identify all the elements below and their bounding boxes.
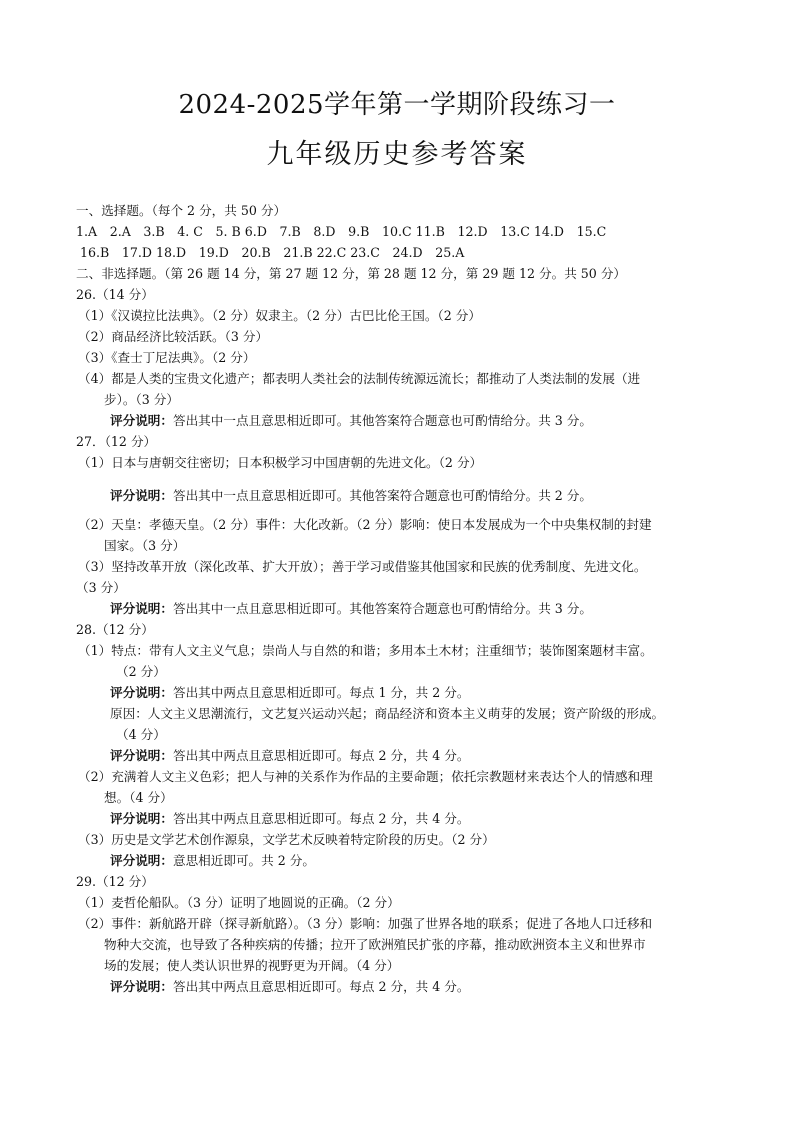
q28-scoring-note-2: 评分说明：答出其中两点且意思相近即可。每点 2 分，共 4 分。	[110, 811, 470, 826]
exam-title: 2024-2025学年第一学期阶段练习一	[178, 90, 616, 120]
q28-reason-line-1: 原因：人文主义思潮流行，文艺复兴运动兴起；商品经济和资本主义萌芽的发展；资产阶级的形成。	[110, 706, 665, 721]
scoring-note-label: 评分说明：	[110, 979, 173, 994]
scoring-note-label: 评分说明：	[110, 413, 173, 428]
answer-key-title: 九年级历史参考答案	[266, 139, 528, 170]
q28-scoring-note-3: 评分说明：意思相近即可。共 2 分。	[110, 853, 315, 868]
q27-answer-3-line-1: （3）坚持改革开放（深化改革、扩大开放）；善于学习或借鉴其他国家和民族的优秀制度、先进文化。	[78, 559, 647, 574]
q29-header: 29.（12 分）	[76, 874, 154, 889]
q27-header: 27．（12 分）	[76, 434, 157, 449]
q26-answer-1: （1）《汉谟拉比法典》。（2 分）奴隶主。（2 分）古巴比伦王国。（2 分）	[78, 308, 481, 323]
q26-answer-2: （2）商品经济比较活跃。（3 分）	[78, 329, 269, 344]
q26-answer-4-line-1: （4）都是人类的宝贵文化遗产；都表明人类社会的法制传统源远流长；都推动了人类法制的发展（进	[78, 371, 641, 386]
q27-answer-1: （1）日本与唐朝交往密切；日本积极学习中国唐朝的先进文化。（2 分）	[78, 455, 483, 470]
q27-answer-2-line-2: 国家。（3 分）	[104, 538, 186, 553]
q26-header: 26.（14 分）	[76, 287, 154, 302]
q29-answer-2-line-1: （2）事件：新航路开辟（探寻新航路）。（3 分）影响：加强了世界各地的联系；促进了各地人口迁移和	[78, 916, 653, 931]
q28-answer-3: （3）历史是文学艺术创作源泉，文学艺术反映着特定阶段的历史。（2 分）	[78, 832, 495, 847]
q29-scoring-note-2: 评分说明：答出其中两点且意思相近即可。每点 2 分，共 4 分。	[110, 979, 470, 994]
nonchoice-section-header: 二、非选择题。（第 26 题 14 分，第 27 题 12 分，第 28 题 12 分，第 29 题 12 分。共 50 分）	[76, 266, 627, 281]
scoring-note-label: 评分说明：	[110, 601, 173, 616]
scoring-note-label: 评分说明：	[110, 685, 173, 700]
q29-answer-1: （1）麦哲伦船队。（3 分）证明了地圆说的正确。（2 分）	[78, 895, 400, 910]
q28-header: 28.（12 分）	[76, 622, 154, 637]
q28-scoring-note-1a: 评分说明：答出其中两点且意思相近即可。每点 1 分，共 2 分。	[110, 685, 470, 700]
q28-answer-1-line-2: （2 分）	[116, 664, 166, 679]
choice-section-header: 一、选择题。（每个 2 分，共 50 分）	[76, 203, 287, 218]
q29-answer-2-line-3: 场的发展；使人类认识世界的视野更为开阔。（4 分）	[104, 958, 400, 973]
q28-answer-2-line-1: （2）充满着人文主义色彩；把人与神的关系作为作品的主要命题；依托宗教题材来表达个人的情感和理	[78, 769, 653, 784]
q26-scoring-note: 评分说明：答出其中一点且意思相近即可。其他答案符合题意也可酌情给分。共 3 分。	[110, 413, 592, 428]
q28-answer-2-line-2: 想。（4 分）	[104, 790, 173, 805]
q28-reason-line-2: （4 分）	[116, 727, 166, 742]
q27-scoring-note-1: 评分说明：答出其中一点且意思相近即可。其他答案符合题意也可酌情给分。共 2 分。	[110, 488, 592, 503]
q26-answer-3: （3）《查士丁尼法典》。（2 分）	[78, 350, 256, 365]
scoring-note-label: 评分说明：	[110, 811, 173, 826]
q27-scoring-note-3: 评分说明：答出其中一点且意思相近即可。其他答案符合题意也可酌情给分。共 3 分。	[110, 601, 592, 616]
choice-answers-row-1: 1.A 2.A 3.B 4. C 5. B 6.D 7.B 8.D 9.B 10.C 11.B 12.D 13.C 14.D 15.C	[76, 224, 607, 239]
q27-answer-2-line-1: （2）天皇：孝德天皇。（2 分）事件：大化改新。（2 分）影响：使日本发展成为一个中央集权制的封建	[78, 517, 652, 532]
answer-content	[76, 200, 726, 997]
scoring-note-label: 评分说明：	[110, 853, 173, 868]
scoring-note-label: 评分说明：	[110, 488, 173, 503]
choice-answers-row-2: 16.B 17.D 18.D 19.D 20.B 21.B 22.C 23.C 24.D 25.A	[80, 245, 465, 260]
q28-scoring-note-1b: 评分说明：答出其中两点且意思相近即可。每点 2 分，共 4 分。	[110, 748, 470, 763]
q26-answer-4-line-2: 步）。（3 分）	[104, 392, 179, 407]
q28-answer-1-line-1: （1）特点：带有人文主义气息；崇尚人与自然的和谐；多用本土木材；注重细节；装饰图案题材丰富。	[78, 643, 653, 658]
scoring-note-label: 评分说明：	[110, 748, 173, 763]
q27-answer-3-line-2: （3 分）	[76, 580, 126, 595]
q29-answer-2-line-2: 物种大交流，也导致了各种疾病的传播；拉开了欧洲殖民扩张的序幕，推动欧洲资本主义和世界市	[104, 937, 646, 952]
